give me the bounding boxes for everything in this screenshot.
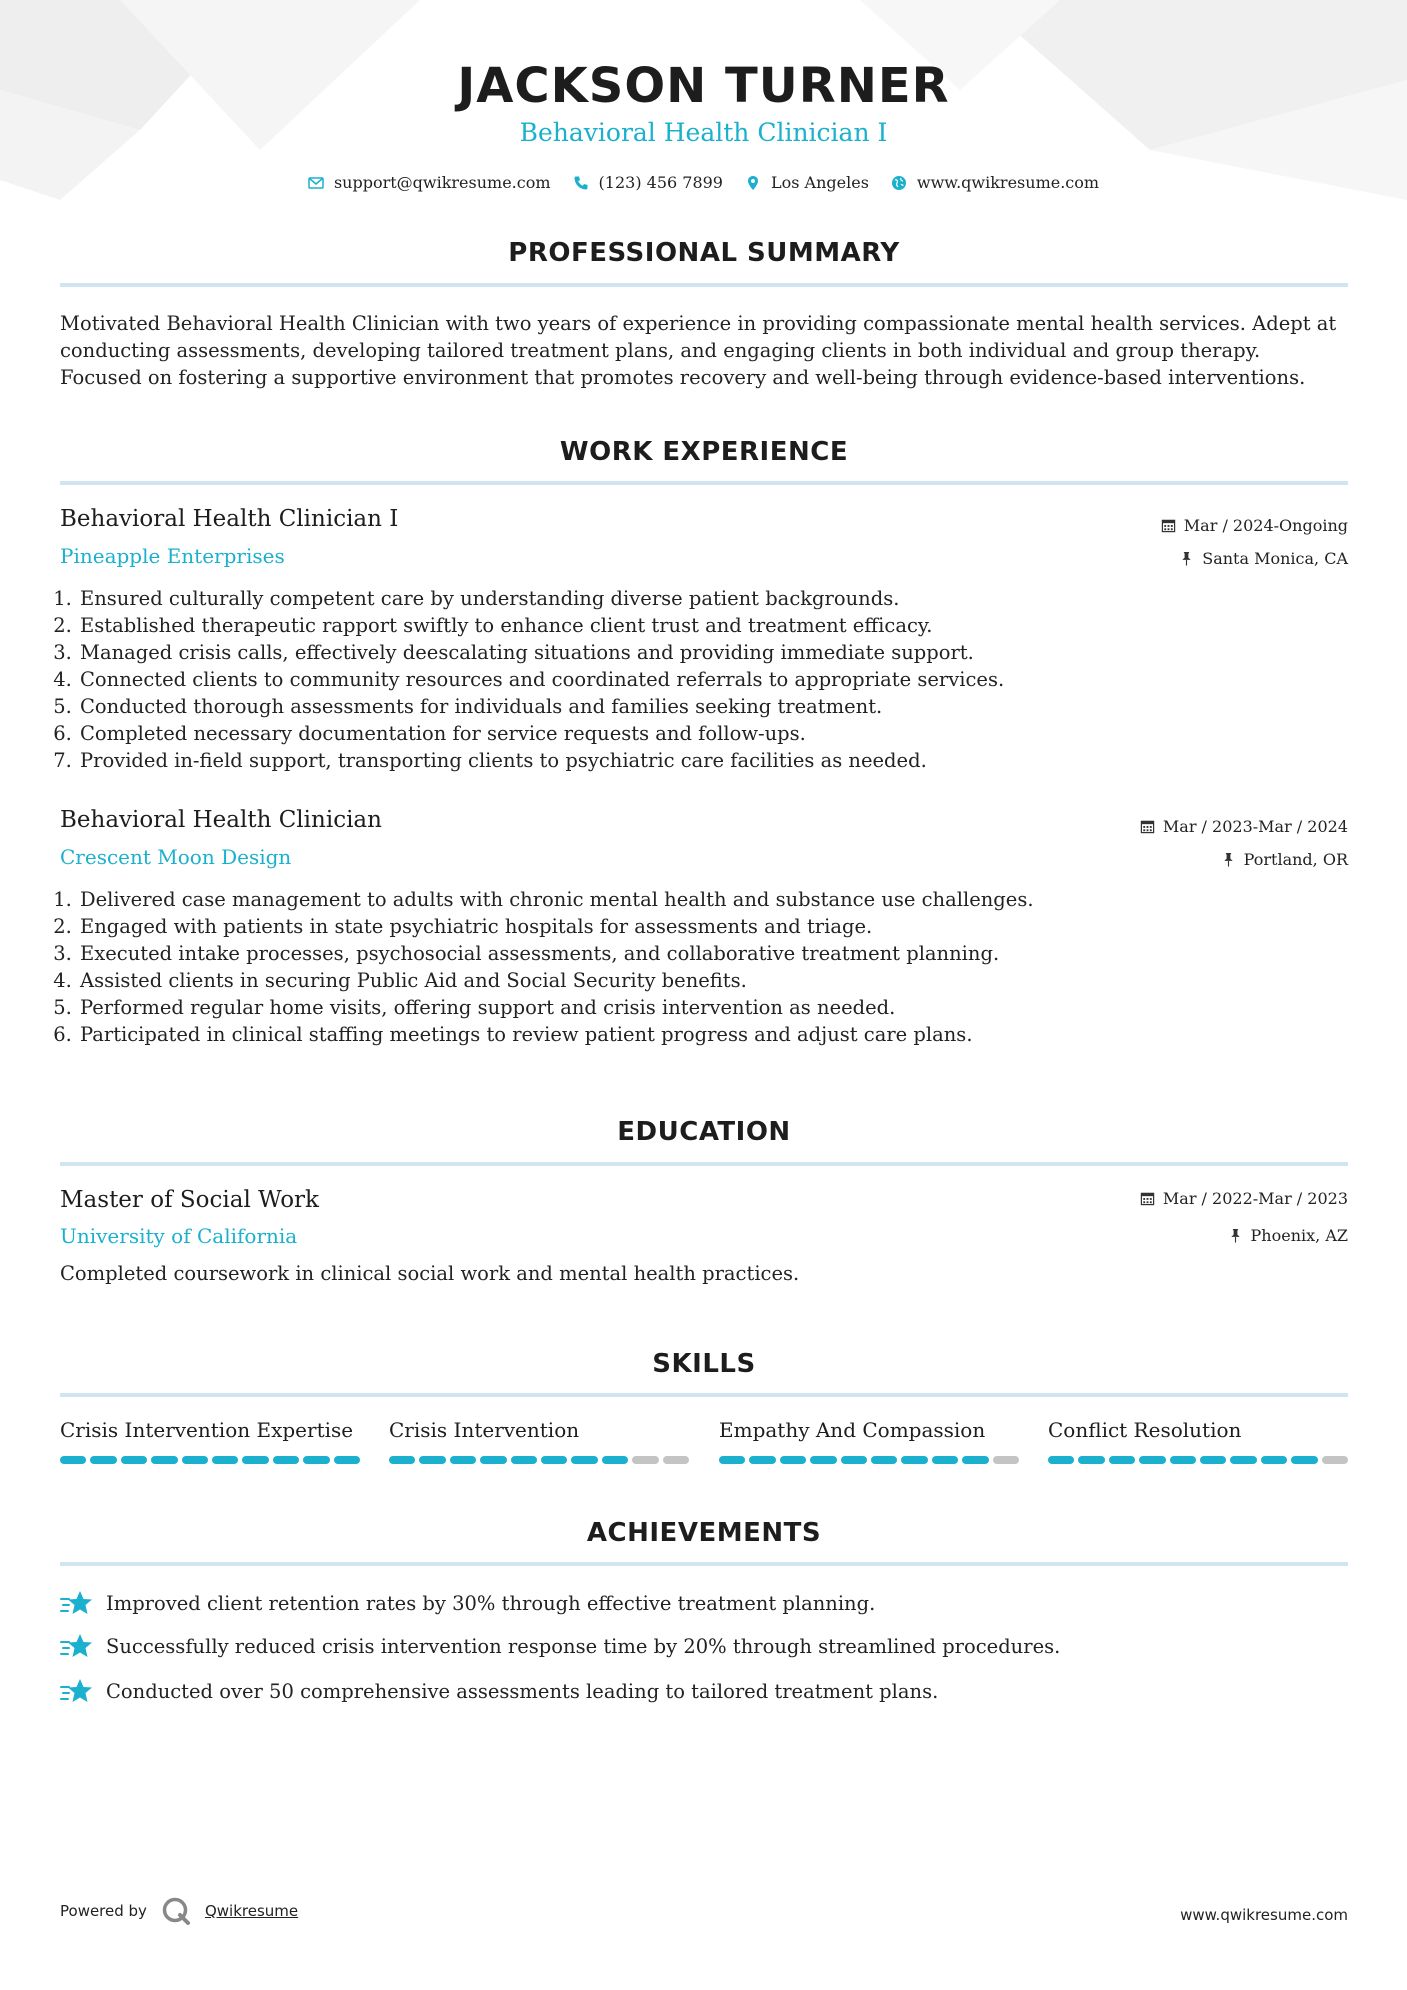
skill-level-segment xyxy=(1048,1456,1074,1464)
experience-divider xyxy=(60,481,1348,485)
achievements-divider xyxy=(60,1562,1348,1566)
skill-level-segment xyxy=(871,1456,897,1464)
candidate-role: Behavioral Health Clinician I xyxy=(519,118,888,147)
map-marker-icon xyxy=(745,175,761,191)
skill-level-segment xyxy=(212,1456,238,1464)
skill-level-segment xyxy=(389,1456,415,1464)
skill-item xyxy=(719,1418,1019,1464)
job-duties-list xyxy=(60,585,1366,774)
job-duties-list xyxy=(60,886,1366,1048)
list-item: 6. Completed necessary documentation for service requests and follow-ups. xyxy=(78,720,1366,747)
footer-branding xyxy=(60,1896,298,1926)
pin-icon xyxy=(1228,1228,1243,1243)
contact-location xyxy=(745,173,869,192)
education-location-text: Phoenix, AZ xyxy=(1250,1226,1348,1245)
company-name: Pineapple Enterprises xyxy=(60,544,285,568)
skill-level-segment xyxy=(993,1456,1019,1464)
company-name: Crescent Moon Design xyxy=(60,845,292,869)
job-dates-text: Mar / 2024-Ongoing xyxy=(1183,516,1348,535)
skill-level-segment xyxy=(151,1456,177,1464)
skill-level-segment xyxy=(1322,1456,1348,1464)
list-item: 7. Provided in-field support, transporting clients to psychiatric care facilities as needed. xyxy=(78,747,1366,774)
skill-level-segment xyxy=(1109,1456,1135,1464)
achievement-text: Successfully reduced crisis intervention response time by 20% through streamlined procedures. xyxy=(106,1634,1061,1658)
skill-level-segment xyxy=(810,1456,836,1464)
skill-level-segment xyxy=(962,1456,988,1464)
job-title: Behavioral Health Clinician xyxy=(60,807,382,833)
skill-name: Crisis Intervention xyxy=(389,1418,580,1442)
achievement-item xyxy=(60,1631,1060,1661)
list-item: 5. Conducted thorough assessments for individuals and families seeking treatment. xyxy=(78,693,1366,720)
skill-level-bar xyxy=(60,1456,360,1464)
list-item: 4. Assisted clients in securing Public Aid and Social Security benefits. xyxy=(78,967,1366,994)
skill-level-segment xyxy=(511,1456,537,1464)
skill-level-segment xyxy=(663,1456,689,1464)
pin-icon xyxy=(1179,551,1194,566)
summary-text: Motivated Behavioral Health Clinician with two years of experience in providing compassionate mental health services. Adept at conducting assessments, developing tailored treatment plans, and engaging clients in both individual and group therapy. Focused on fostering a supportive environment that promotes recovery and well-being through evidence-based interventions. xyxy=(60,312,1337,389)
skill-level-segment xyxy=(419,1456,445,1464)
contact-website[interactable] xyxy=(891,173,1099,192)
skill-level-segment xyxy=(541,1456,567,1464)
skill-level-segment xyxy=(121,1456,147,1464)
job-dates xyxy=(1140,817,1348,836)
star-icon xyxy=(60,1676,94,1706)
job-location xyxy=(1221,850,1348,869)
job-dates xyxy=(1161,516,1348,535)
skill-level-segment xyxy=(932,1456,958,1464)
skill-level-segment xyxy=(480,1456,506,1464)
envelope-icon xyxy=(308,175,324,191)
header-background-decoration xyxy=(0,0,1407,230)
education-dates-text: Mar / 2022-Mar / 2023 xyxy=(1162,1189,1348,1208)
list-item: 1. Delivered case management to adults with chronic mental health and substance use challenges. xyxy=(78,886,1366,913)
list-item: 4. Connected clients to community resources and coordinated referrals to appropriate services. xyxy=(78,666,1366,693)
skill-level-segment xyxy=(780,1456,806,1464)
summary-heading: PROFESSIONAL SUMMARY xyxy=(508,238,900,268)
skill-level-segment xyxy=(334,1456,360,1464)
education-divider xyxy=(60,1162,1348,1166)
skill-level-segment xyxy=(1170,1456,1196,1464)
skill-level-segment xyxy=(719,1456,745,1464)
list-item: 2. Engaged with patients in state psychiatric hospitals for assessments and triage. xyxy=(78,913,1366,940)
skills-heading: SKILLS xyxy=(652,1349,756,1379)
skill-level-segment xyxy=(571,1456,597,1464)
skill-level-bar xyxy=(719,1456,1019,1464)
achievement-text: Improved client retention rates by 30% through effective treatment planning. xyxy=(106,1591,876,1615)
calendar-icon xyxy=(1140,1191,1155,1206)
brand-link[interactable]: Qwikresume xyxy=(204,1902,299,1920)
skill-level-segment xyxy=(273,1456,299,1464)
skill-level-segment xyxy=(60,1456,86,1464)
skill-level-bar xyxy=(389,1456,689,1464)
degree-title: Master of Social Work xyxy=(60,1187,319,1213)
contact-phone[interactable] xyxy=(573,173,723,192)
contact-website-text: www.qwikresume.com xyxy=(916,173,1100,192)
skill-level-segment xyxy=(901,1456,927,1464)
list-item: 1. Ensured culturally competent care by understanding diverse patient backgrounds. xyxy=(78,585,1366,612)
skill-level-segment xyxy=(1230,1456,1256,1464)
contact-location-text: Los Angeles xyxy=(770,173,869,192)
job-title: Behavioral Health Clinician I xyxy=(60,506,399,532)
experience-heading: WORK EXPERIENCE xyxy=(559,437,849,467)
phone-icon xyxy=(573,175,589,191)
achievement-text: Conducted over 50 comprehensive assessments leading to tailored treatment plans. xyxy=(106,1679,939,1703)
education-location xyxy=(1228,1226,1348,1245)
calendar-icon xyxy=(1161,518,1176,533)
skill-level-segment xyxy=(602,1456,628,1464)
pin-icon xyxy=(1221,852,1236,867)
skill-level-segment xyxy=(182,1456,208,1464)
job-dates-text: Mar / 2023-Mar / 2024 xyxy=(1162,817,1348,836)
list-item: 2. Established therapeutic rapport swiftly to enhance client trust and treatment efficacy. xyxy=(78,612,1366,639)
contact-email[interactable] xyxy=(308,173,551,192)
achievement-item xyxy=(60,1588,875,1618)
skill-level-segment xyxy=(303,1456,329,1464)
list-item: 3. Executed intake processes, psychosocial assessments, and collaborative treatment planning. xyxy=(78,940,1366,967)
skill-level-segment xyxy=(749,1456,775,1464)
summary-divider xyxy=(60,283,1348,287)
job-location xyxy=(1179,549,1348,568)
school-name: University of California xyxy=(60,1224,298,1248)
skill-name: Conflict Resolution xyxy=(1048,1418,1242,1442)
star-icon xyxy=(60,1631,94,1661)
skill-level-segment xyxy=(242,1456,268,1464)
skill-item xyxy=(60,1418,360,1464)
list-item: 3. Managed crisis calls, effectively deescalating situations and providing immediate support. xyxy=(78,639,1366,666)
education-heading: EDUCATION xyxy=(617,1117,791,1147)
star-icon xyxy=(60,1588,94,1618)
contact-bar xyxy=(0,173,1407,192)
skill-level-segment xyxy=(841,1456,867,1464)
contact-phone-text: (123) 456 7899 xyxy=(598,173,723,192)
skill-level-bar xyxy=(1048,1456,1348,1464)
skill-level-segment xyxy=(1261,1456,1287,1464)
skill-level-segment xyxy=(1078,1456,1104,1464)
skill-level-segment xyxy=(1291,1456,1317,1464)
skill-level-segment xyxy=(1200,1456,1226,1464)
skill-name: Crisis Intervention Expertise xyxy=(60,1418,354,1442)
job-location-text: Portland, OR xyxy=(1243,850,1348,869)
achievements-heading: ACHIEVEMENTS xyxy=(586,1518,822,1548)
qwikresume-logo-icon xyxy=(161,1896,191,1926)
footer-url[interactable]: www.qwikresume.com xyxy=(1180,1906,1348,1924)
skill-level-segment xyxy=(450,1456,476,1464)
candidate-name: JACKSON TURNER xyxy=(457,58,950,114)
contact-email-text: support@qwikresume.com xyxy=(333,173,551,192)
list-item: 6. Participated in clinical staffing meetings to review patient progress and adjust care plans. xyxy=(78,1021,1366,1048)
calendar-icon xyxy=(1140,819,1155,834)
job-location-text: Santa Monica, CA xyxy=(1202,549,1348,568)
education-description: Completed coursework in clinical social work and mental health practices. xyxy=(60,1262,800,1285)
skill-name: Empathy And Compassion xyxy=(719,1418,986,1442)
skill-item xyxy=(1048,1418,1348,1464)
achievement-item xyxy=(60,1676,938,1706)
skill-level-segment xyxy=(1139,1456,1165,1464)
skill-level-segment xyxy=(632,1456,658,1464)
skills-divider xyxy=(60,1393,1348,1397)
powered-by-label: Powered by xyxy=(60,1902,147,1920)
list-item: 5. Performed regular home visits, offering support and crisis intervention as needed. xyxy=(78,994,1366,1021)
globe-icon xyxy=(891,175,907,191)
education-dates xyxy=(1140,1189,1348,1208)
skill-level-segment xyxy=(90,1456,116,1464)
skill-item xyxy=(389,1418,689,1464)
